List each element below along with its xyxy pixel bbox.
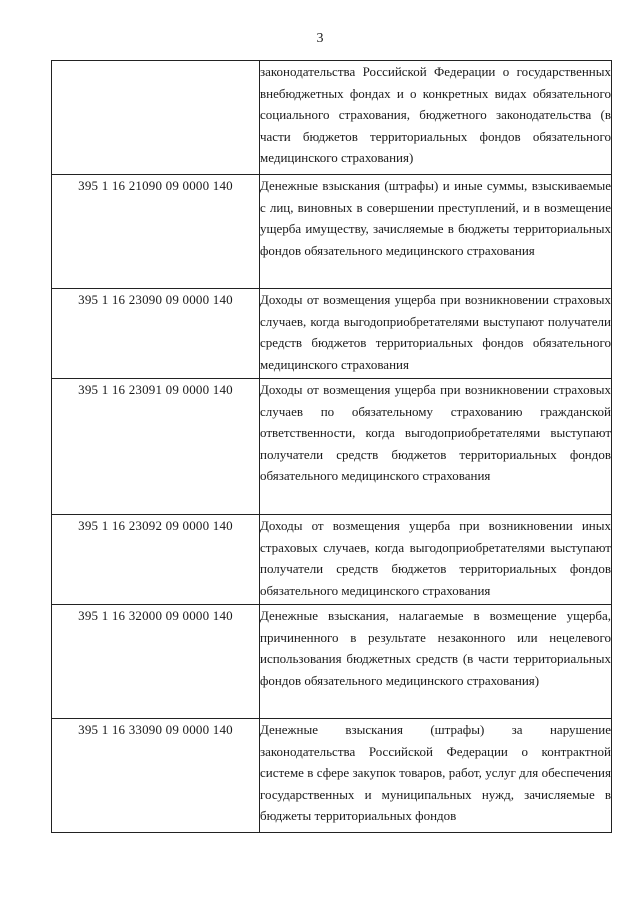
table-row [52,61,612,175]
description-cell: Доходы от возмещения ущерба при возникновении иных страховых случаев, когда выгодоприобретателями выступают получатели средств бюджетов территориальных фондов обязательного медицинского страхования [260,515,612,605]
page-number: 3 [316,31,324,46]
code-cell: 395 1 16 23090 09 0000 140 [52,289,260,379]
description-cell: Денежные взыскания (штрафы) и иные суммы, взыскиваемые с лиц, виновных в совершении преступлений, и в возмещение ущерба имуществу, зачисляемые в бюджеты территориальных фондов обязательного медицинского страхования [260,175,612,289]
code-cell: 395 1 16 23092 09 0000 140 [52,515,260,605]
table-row [52,289,612,379]
description-cell: законодательства Российской Федерации о государственных внебюджетных фондах и о конкретных видах обязательного социального страхования, бюджетного законодательства (в части бюджетов территориальных фондов обязательного медицинского страхования) [260,61,612,175]
code-cell: 395 1 16 32000 09 0000 140 [52,605,260,719]
code-cell: 395 1 16 21090 09 0000 140 [52,175,260,289]
code-cell [52,61,260,175]
table-row [52,605,612,719]
revenue-codes-table [51,60,612,833]
description-cell: Денежные взыскания (штрафы) за нарушение законодательства Российской Федерации о контрактной системе в сфере закупок товаров, работ, услуг для обеспечения государственных и муниципальных нужд, зачисляемые в бюджеты территориальных фондов [260,719,612,833]
description-cell: Доходы от возмещения ущерба при возникновении страховых случаев по обязательному страхованию гражданской ответственности, когда выгодоприобретателями выступают получатели средств бюджетов территориальных фондов обязательного медицинского страхования [260,379,612,515]
description-cell: Денежные взыскания, налагаемые в возмещение ущерба, причиненного в результате незаконного или нецелевого использования бюджетных средств (в части территориальных фондов обязательного медицинского страхования) [260,605,612,719]
code-cell: 395 1 16 33090 09 0000 140 [52,719,260,833]
table-row [52,175,612,289]
table-row [52,719,612,833]
table-row [52,515,612,605]
description-cell: Доходы от возмещения ущерба при возникновении страховых случаев, когда выгодоприобретателями выступают получатели средств бюджетов территориальных фондов обязательного медицинского страхования [260,289,612,379]
table-row [52,379,612,515]
code-cell: 395 1 16 23091 09 0000 140 [52,379,260,515]
